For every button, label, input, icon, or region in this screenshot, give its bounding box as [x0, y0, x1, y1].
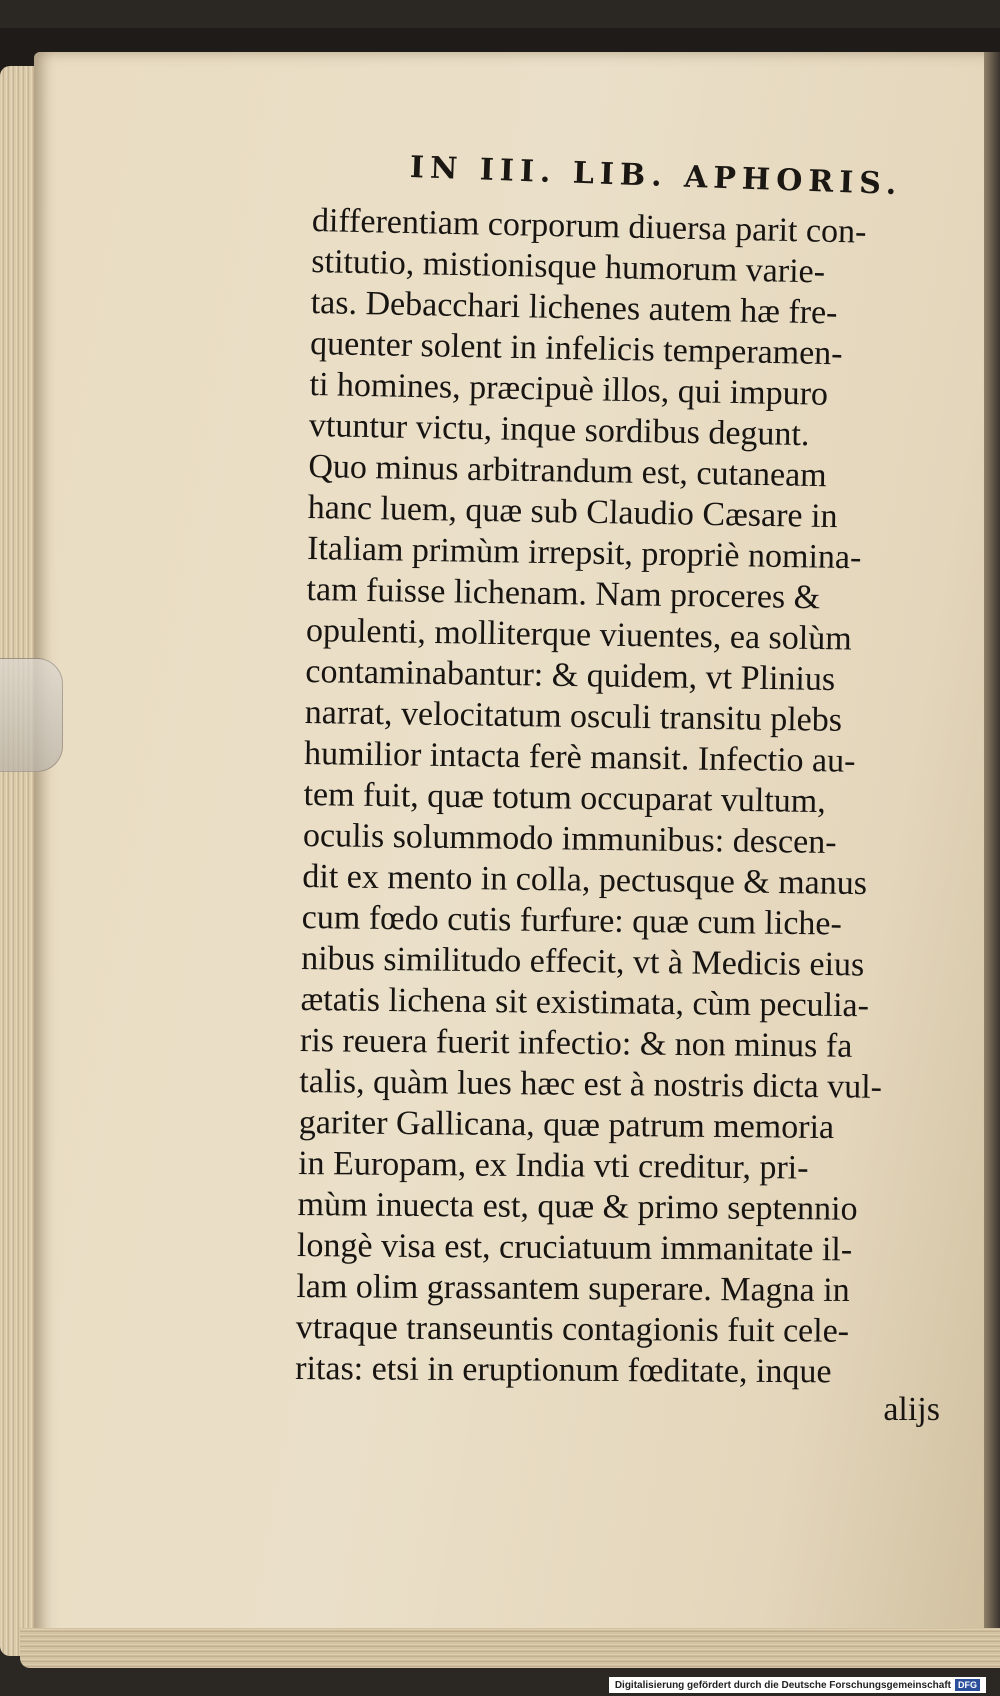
text-line: ritas: etsi in eruptionum fœditate, inque — [295, 1350, 832, 1391]
text-line: hanc luem, quæ sub Claudio Cæsare in — [307, 489, 838, 536]
bookmark-tab — [0, 658, 63, 772]
text-line: gariter Gallicana, quæ patrum memoria — [298, 1104, 835, 1147]
text-line: stitutio, mistionisque humorum varie- — [311, 243, 826, 291]
digitization-credit — [609, 1677, 986, 1693]
text-line: quenter solent in infelicis temperamen- — [309, 325, 843, 373]
text-line: talis, quàm lues hæc est à nostris dicta vul- — [299, 1063, 883, 1106]
text-line: humilior intacta ferè mansit. Infectio au- — [303, 735, 856, 780]
text-line: Italiam primùm irrepsit, propriè nomina- — [306, 530, 862, 577]
text-line: tas. Debacchari lichenes autem hæ fre- — [310, 284, 838, 332]
text-line: in Europam, ex India vti creditur, pri- — [298, 1145, 809, 1187]
text-line: contaminabantur: & quidem, vt Plinius — [305, 653, 836, 699]
page-edges-bottom — [20, 1628, 1000, 1668]
page-text-block — [295, 200, 952, 1430]
text-line: ætatis lichena sit existimata, cùm peculia- — [300, 981, 870, 1025]
running-header: IN III. LIB. APHORIS. — [409, 150, 903, 203]
text-line: longè visa est, cruciatuum immanitate il- — [296, 1227, 853, 1269]
text-line: vtuntur victu, inque sordibus degunt. — [308, 407, 810, 454]
text-line: mùm inuecta est, quæ & primo septennio — [297, 1186, 858, 1228]
text-line: vtraque transeuntis contagionis fuit cele- — [295, 1309, 850, 1350]
text-line: lam olim grassantem superare. Magna in — [296, 1268, 850, 1310]
text-line: narrat, velocitatum osculi transitu plebs — [304, 694, 843, 739]
text-line: tam fuisse lichenam. Nam proceres & — [306, 571, 821, 617]
credit-text: Digitalisierung gefördert durch die Deutsche Forschungsgemeinschaft — [614, 1679, 951, 1691]
page-gutter-shadow — [984, 52, 1000, 1658]
text-line: differentiam corporum diuersa parit con- — [311, 202, 867, 251]
text-line: Quo minus arbitrandum est, cutaneam — [308, 448, 828, 495]
text-line: ris reuera fuerit infectio: & non minus fa — [299, 1022, 853, 1065]
dfg-logo: DFG — [955, 1679, 980, 1691]
text-line: cum fœdo cutis furfure: quæ cum liche- — [301, 899, 843, 943]
text-line: nibus similitudo effecit, vt à Medicis eius — [300, 940, 865, 984]
text-line: tem fuit, quæ totum occuparat vultum, — [303, 776, 826, 821]
text-line: dit ex mento in colla, pectusque & manus — [302, 858, 868, 903]
text-line: ti homines, præcipuè illos, qui impuro — [309, 366, 829, 413]
text-line: oculis solummodo immunibus: descen- — [302, 817, 837, 861]
text-line: opulenti, molliterque viuentes, ea solùm — [305, 612, 853, 658]
catchword: alijs — [883, 1391, 940, 1428]
